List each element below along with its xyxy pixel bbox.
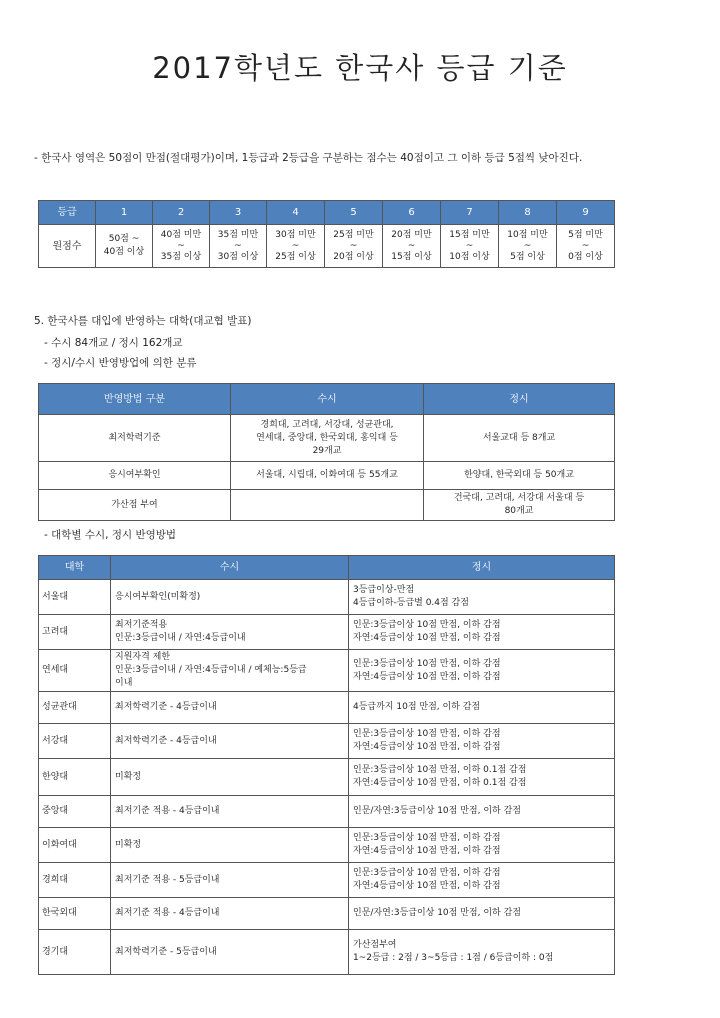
uni-header-cell: 정시 — [349, 556, 615, 580]
cell-line: 최저학력기준 - 5등급이내 — [115, 946, 217, 957]
uni-susi — [111, 796, 349, 828]
method-jeongsi — [424, 415, 615, 462]
cell-line: 최저기준적용 — [115, 620, 168, 630]
cell-line: 인문:3등급이상 10점 만점, 이하 감점 — [353, 620, 501, 630]
grade-score-cell — [96, 225, 153, 268]
method-susi — [231, 415, 424, 462]
score-tilde: ~ — [177, 240, 185, 251]
score-lower: 0점 이상 — [568, 251, 603, 262]
cell-line: 최저기준 적용 - 4등급이내 — [115, 806, 220, 816]
uni-susi — [111, 828, 349, 863]
uni-row — [39, 796, 615, 828]
method-header-cell: 수시 — [231, 384, 424, 415]
method-header-cell: 반영방법 구분 — [39, 384, 231, 415]
uni-row — [39, 759, 615, 796]
uni-name: 고려대 — [39, 615, 111, 650]
score-tilde: ~ — [234, 240, 242, 251]
uni-jeongsi — [349, 796, 615, 828]
cell-line: 3등급이상-만점 — [353, 585, 415, 595]
score-tilde: ~ — [523, 240, 532, 251]
uni-header-cell: 수시 — [111, 556, 349, 580]
grade-header-cell: 6 — [383, 201, 441, 225]
grade-score-row — [39, 225, 615, 268]
section5-heading: 5. 한국사를 대입에 반영하는 대학(대교협 발표) — [34, 315, 252, 327]
grade-score-cell — [499, 225, 557, 268]
score-tilde: ~ — [465, 240, 474, 251]
uni-jeongsi — [349, 828, 615, 863]
intro-text: - 한국사 영역은 50점이 만점(절대평가)이며, 1등급과 2등급을 구분하는 점수는 40점이고 그 이하 등급 5점씩 낮아진다. — [34, 152, 583, 164]
cell-line: 1~2등급 : 2점 / 3~5등급 : 1점 / 6등급이하 : 0점 — [353, 953, 554, 963]
cell-line: 인문:3등급이상 10점 만점, 이하 0.1점 감점 — [353, 765, 527, 775]
cell-line: 자연:4등급이상 10점 만점, 이하 감점 — [353, 881, 501, 891]
score-lower: 5점 이상 — [510, 251, 545, 262]
cell-line: 자연:4등급이상 10점 만점, 이하 0.1점 감점 — [353, 778, 527, 788]
uni-susi — [111, 930, 349, 975]
cell-line: 미확정 — [115, 839, 142, 850]
uni-name: 서울대 — [39, 580, 111, 615]
uni-susi — [111, 724, 349, 759]
score-tilde: ~ — [581, 240, 590, 251]
cell-line: 서울대, 시립대, 이화여대 등 55개교 — [256, 470, 398, 480]
score-upper: 30점 미만 — [275, 229, 316, 240]
uni-jeongsi — [349, 930, 615, 975]
cell-line: 최저기준 적용 - 5등급이내 — [115, 874, 220, 885]
uni-header-row — [39, 556, 615, 580]
uni-jeongsi — [349, 724, 615, 759]
cell-line: 지원자격 제한 — [115, 652, 171, 662]
uni-name: 중앙대 — [39, 796, 111, 828]
cell-line: 인문:3등급이상 10점 만점, 이하 감점 — [353, 658, 501, 669]
cell-line: 최저기준 적용 - 4등급이내 — [115, 908, 220, 918]
uni-row — [39, 863, 615, 898]
uni-susi — [111, 580, 349, 615]
method-row — [39, 415, 615, 462]
score-lower: 25점 이상 — [275, 251, 316, 262]
section5-bullet-2: - 정시/수시 반영방업에 의한 분류 — [44, 357, 197, 369]
cell-line: 연세대, 중앙대, 한국외대, 홍익대 등 — [256, 432, 398, 443]
uni-header-cell: 대학 — [39, 556, 111, 580]
grade-header-row — [39, 201, 615, 225]
university-table — [38, 555, 615, 975]
grade-header-cell: 9 — [557, 201, 615, 225]
score-upper: 10점 미만 — [507, 229, 548, 240]
cell-line: 최저학력기준 - 4등급이내 — [115, 735, 217, 746]
uni-jeongsi — [349, 898, 615, 930]
cell-line: 최저학력기준 - 4등급이내 — [115, 702, 217, 712]
method-row — [39, 462, 615, 490]
uni-name: 경희대 — [39, 863, 111, 898]
score-tilde: ~ — [407, 240, 416, 251]
score-lower: 10점 이상 — [449, 251, 490, 262]
cell-line: 29개교 — [312, 445, 342, 456]
uni-susi — [111, 898, 349, 930]
grade-score-cell — [267, 225, 325, 268]
uni-susi — [111, 863, 349, 898]
uni-row — [39, 828, 615, 863]
uni-jeongsi — [349, 650, 615, 692]
cell-line: 자연:4등급이상 10점 만점, 이하 감점 — [353, 671, 501, 682]
uni-jeongsi — [349, 863, 615, 898]
cell-line: 인문:3등급이상 10점 만점, 이하 감점 — [353, 868, 501, 878]
score-upper: 20점 미만 — [391, 229, 432, 240]
uni-susi — [111, 615, 349, 650]
cell-line: 자연:4등급이상 10점 만점, 이하 감점 — [353, 633, 501, 643]
uni-row — [39, 898, 615, 930]
uni-row — [39, 650, 615, 692]
score-upper: 50점 ~ — [108, 234, 140, 244]
grade-score-cell — [153, 225, 210, 268]
score-lower: 35점 이상 — [160, 251, 202, 262]
cell-line: 인문:3등급이내 / 자연:4등급이내 / 예체능:5등급 — [115, 665, 307, 675]
cell-line: 4등급이하-등급별 0.4점 감점 — [353, 598, 469, 608]
grade-score-cell — [557, 225, 615, 268]
uni-name: 경기대 — [39, 930, 111, 975]
method-jeongsi — [424, 462, 615, 490]
score-lower: 40점 이상 — [103, 247, 145, 257]
cell-line: 80개교 — [504, 506, 534, 516]
score-upper: 25점 미만 — [333, 229, 374, 240]
method-susi — [231, 462, 424, 490]
method-table — [38, 383, 615, 521]
grade-header-cell: 7 — [441, 201, 499, 225]
uni-row — [39, 692, 615, 724]
section5-bullet-1: - 수시 84개교 / 정시 162개교 — [44, 337, 183, 349]
score-upper: 5점 미만 — [568, 229, 603, 240]
cell-line: 서울교대 등 8개교 — [482, 432, 556, 443]
uni-susi — [111, 759, 349, 796]
method-label: 최저학력기준 — [39, 415, 231, 462]
grade-header-cell: 1 — [96, 201, 153, 225]
uni-name: 연세대 — [39, 650, 111, 692]
uni-susi — [111, 650, 349, 692]
uni-heading: - 대학별 수시, 정시 반영방법 — [44, 529, 177, 541]
uni-row — [39, 615, 615, 650]
method-label: 응시여부확인 — [39, 462, 231, 490]
cell-line: 가산점부여 — [353, 940, 397, 950]
uni-jeongsi — [349, 692, 615, 724]
uni-row — [39, 724, 615, 759]
score-upper: 35점 미만 — [217, 229, 259, 240]
score-upper: 15점 미만 — [449, 229, 490, 240]
score-tilde: ~ — [291, 240, 300, 251]
score-lower: 30점 이상 — [217, 251, 259, 262]
method-header-row — [39, 384, 615, 415]
uni-name: 이화여대 — [39, 828, 111, 863]
cell-line: 응시여부확인(미확정) — [115, 591, 201, 602]
grade-score-cell — [325, 225, 383, 268]
cell-line: 인문:3등급이상 10점 만점, 이하 감점 — [353, 729, 501, 739]
cell-line: 자연:4등급이상 10점 만점, 이하 감점 — [353, 742, 501, 752]
method-row — [39, 490, 615, 521]
score-lower: 15점 이상 — [391, 251, 432, 262]
cell-line: 한양대, 한국외대 등 50개교 — [464, 470, 574, 480]
method-label: 가산점 부여 — [39, 490, 231, 521]
grade-header-cell: 3 — [210, 201, 267, 225]
cell-line: 인문:3등급이내 / 자연:4등급이내 — [115, 633, 246, 643]
cell-line: 인문:3등급이상 10점 만점, 이하 감점 — [353, 833, 501, 843]
grade-score-cell — [383, 225, 441, 268]
grade-header-cell: 5 — [325, 201, 383, 225]
score-lower: 20점 이상 — [333, 251, 374, 262]
grade-header-cell: 2 — [153, 201, 210, 225]
uni-name: 한양대 — [39, 759, 111, 796]
uni-susi — [111, 692, 349, 724]
method-header-cell: 정시 — [424, 384, 615, 415]
uni-row — [39, 580, 615, 615]
grade-score-cell — [441, 225, 499, 268]
grade-header-cell: 4 — [267, 201, 325, 225]
grade-score-cell — [210, 225, 267, 268]
uni-jeongsi — [349, 759, 615, 796]
uni-jeongsi — [349, 580, 615, 615]
uni-name: 한국외대 — [39, 898, 111, 930]
cell-line: 인문/자연:3등급이상 10점 만점, 이하 감점 — [353, 908, 521, 918]
uni-name: 성균관대 — [39, 692, 111, 724]
method-jeongsi — [424, 490, 615, 521]
cell-line: 미확정 — [115, 771, 142, 782]
uni-row — [39, 930, 615, 975]
cell-line: 자연:4등급이상 10점 만점, 이하 감점 — [353, 846, 501, 856]
cell-line: 4등급까지 10점 만점, 이하 감점 — [353, 702, 481, 712]
cell-line: 건국대, 고려대, 서강대 서울대 등 — [453, 493, 585, 503]
uni-name: 서강대 — [39, 724, 111, 759]
uni-jeongsi — [349, 615, 615, 650]
cell-line: 경희대, 고려대, 서강대, 성균관대, — [260, 419, 394, 430]
grade-header-cell: 8 — [499, 201, 557, 225]
cell-line: 이내 — [115, 678, 133, 688]
grade-row-label: 원점수 — [39, 225, 96, 268]
grade-header-label: 등급 — [39, 201, 96, 225]
grade-table — [38, 200, 615, 268]
method-susi — [231, 490, 424, 521]
page-title: 2017학년도 한국사 등급 기준 — [152, 51, 568, 85]
cell-line: 인문/자연:3등급이상 10점 만점, 이하 감점 — [353, 806, 521, 816]
score-upper: 40점 미만 — [160, 229, 202, 240]
score-tilde: ~ — [349, 240, 358, 251]
